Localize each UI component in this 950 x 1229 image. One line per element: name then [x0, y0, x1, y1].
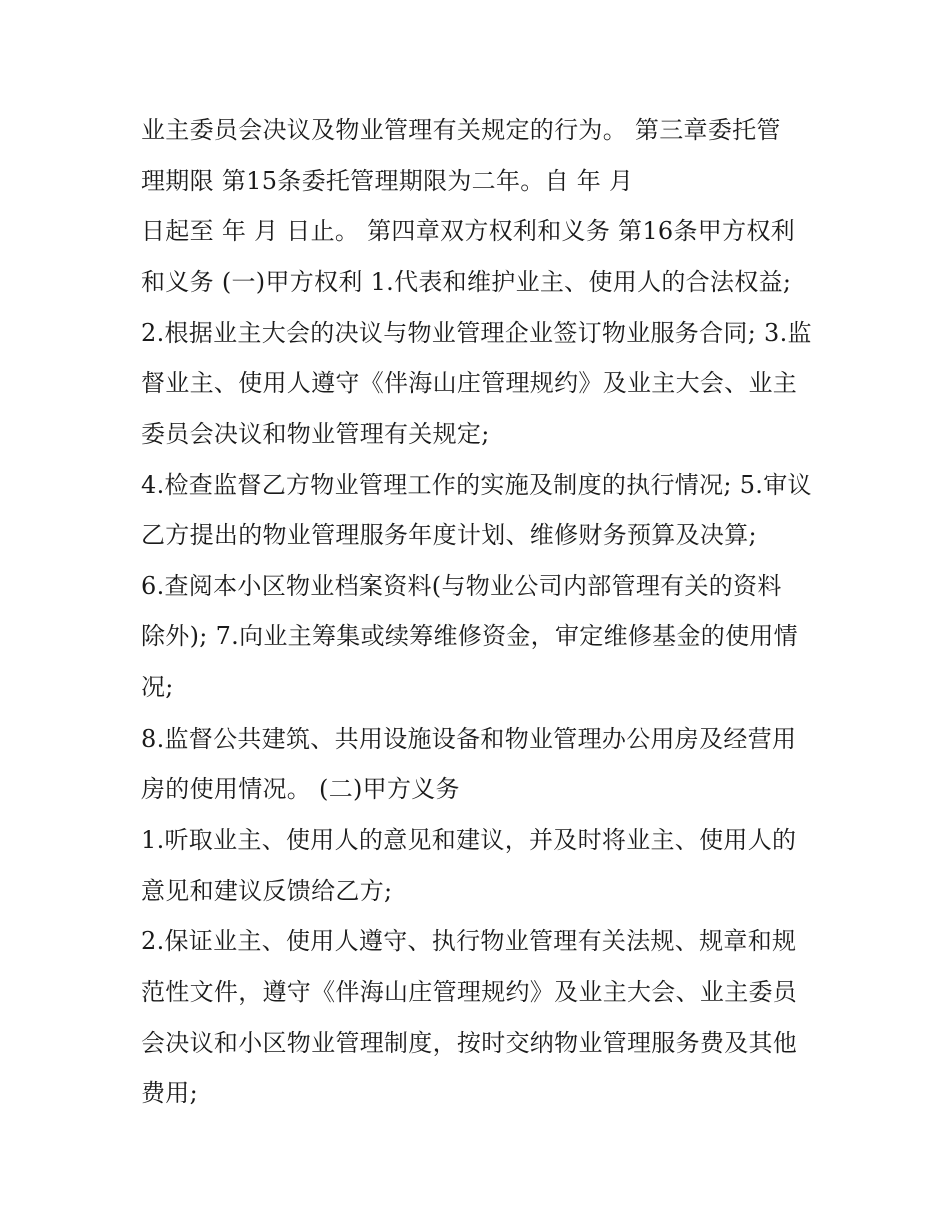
text-line: 8.监督公共建筑、共用设施设备和物业管理办公用房及经营用 [141, 725, 797, 753]
text-line: 1.听取业主、使用人的意见和建议，并及时将业主、使用人的 [141, 826, 797, 854]
text-line: 业主委员会决议及物业管理有关规定的行为。 第三章委托管 [141, 116, 781, 144]
text-line: 会决议和小区物业管理制度，按时交纳物业管理服务费及其他 [141, 1029, 798, 1057]
text-line: 6.查阅本小区物业档案资料(与物业公司内部管理有关的资料 [141, 572, 782, 600]
text-line: 日起至 年 月 日止。 第四章双方权利和义务 第16条甲方权利 [141, 217, 795, 245]
text-line: 范性文件，遵守《伴海山庄管理规约》及业主大会、业主委员 [141, 978, 798, 1006]
text-line: 况; [141, 673, 174, 701]
text-line: 委员会决议和物业管理有关规定; [141, 420, 490, 448]
text-line: 督业主、使用人遵守《伴海山庄管理规约》及业主大会、业主 [141, 369, 798, 397]
text-line: 4.检查监督乙方物业管理工作的实施及制度的执行情况; 5.审议 [141, 471, 812, 499]
text-line: 理期限 第15条委托管理期限为二年。自 年 月 [141, 167, 634, 195]
text-line: 费用; [141, 1079, 198, 1107]
text-line: 乙方提出的物业管理服务年度计划、维修财务预算及决算; [141, 521, 757, 549]
text-line: 意见和建议反馈给乙方; [141, 877, 393, 905]
text-line: 除外); 7.向业主筹集或续筹维修资金，审定维修基金的使用情 [141, 622, 798, 650]
text-line: 和义务 (一)甲方权利 1.代表和维护业主、使用人的合法权益; [141, 268, 792, 296]
text-line: 2.根据业主大会的决议与物业管理企业签订物业服务合同; 3.监 [141, 319, 812, 347]
text-line: 2.保证业主、使用人遵守、执行物业管理有关法规、规章和规 [141, 927, 797, 955]
text-line: 房的使用情况。 (二)甲方义务 [141, 775, 460, 803]
